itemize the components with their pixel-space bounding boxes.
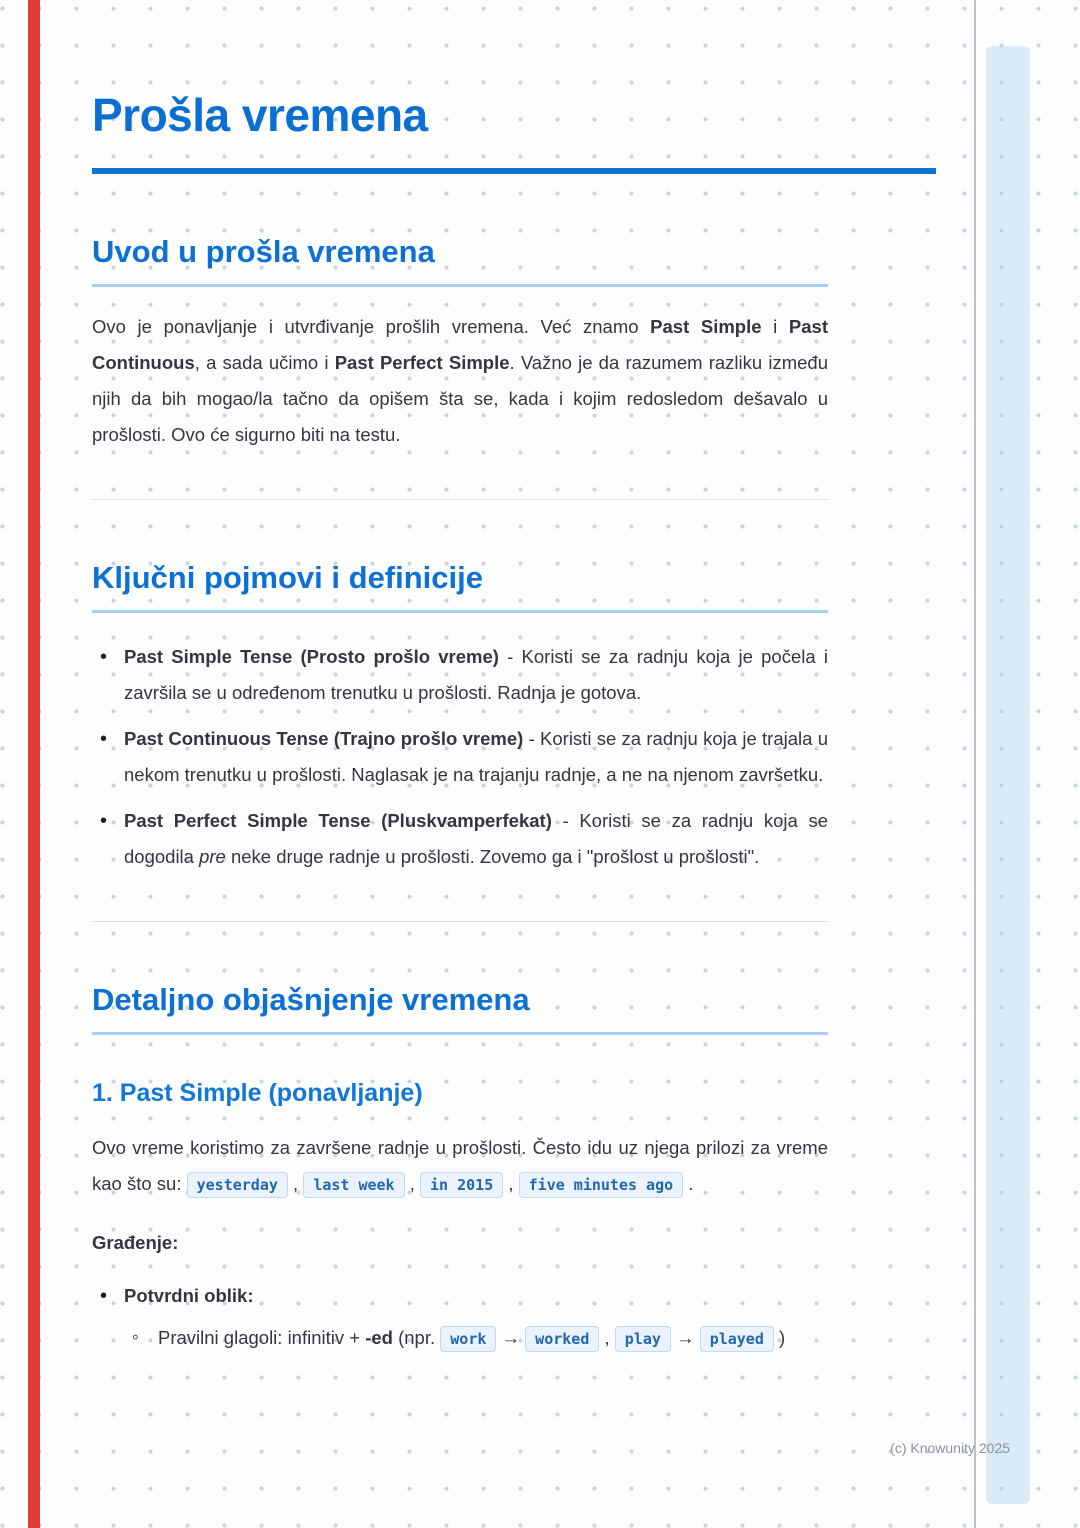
section-heading-key-terms: Ključni pojmovi i definicije — [92, 560, 828, 613]
section-divider — [92, 921, 828, 922]
section-intro — [92, 234, 936, 453]
page-content — [92, 88, 936, 1366]
section-heading-detailed: Detaljno objašnjenje vremena — [92, 982, 828, 1035]
title-underline — [92, 168, 936, 174]
footer-credit: (c) Knowunity 2025 — [890, 1440, 1010, 1456]
affirmative-label: Potvrdni oblik: — [124, 1285, 254, 1306]
right-margin-strip — [986, 46, 1030, 1504]
rule-text: Pravilni glagoli: infinitiv + -ed (npr. work → worked , play → played ) — [158, 1327, 785, 1348]
section-heading-intro: Uvod u prošla vremena — [92, 234, 828, 287]
building-list — [92, 1278, 828, 1356]
term-text: Past Perfect Simple Tense (Pluskvamperfekat) - Koristi se za radnju koja se dogodila pre neke druge radnje u prošlosti. Zovemo ga i "prošlost u prošlosti". — [124, 810, 828, 867]
section-detailed — [92, 982, 936, 1356]
intro-paragraph: Ovo je ponavljanje i utvrđivanje prošlih vremena. Već znamo Past Simple i Past Continuous, a sada učimo i Past Perfect Simple. Važno je da razumem razliku između njih da bih mogao/la tačno da opišem šta se, kada i kojim redosledom dešavalo u prošlosti. Ovo će sigurno biti na testu. — [92, 316, 829, 445]
key-terms-list — [92, 639, 828, 875]
building-label: Građenje: — [92, 1232, 179, 1253]
list-item — [92, 639, 828, 711]
page-title: Prošla vremena — [92, 89, 428, 141]
left-accent-bar — [28, 0, 40, 1528]
list-item — [92, 1278, 828, 1356]
section-divider — [92, 499, 828, 500]
section-key-terms — [92, 560, 936, 875]
list-item — [124, 1320, 804, 1356]
list-item — [92, 803, 828, 875]
term-text: Past Simple Tense (Prosto prošlo vreme) - Koristi se za radnju koja je počela i završila se u određenom trenutku u prošlosti. Radnja je gotova. — [124, 646, 828, 703]
term-text: Past Continuous Tense (Trajno prošlo vreme) - Koristi se za radnju koja je trajala u nekom trenutku u prošlosti. Naglasak je na trajanju radnje, a ne na njenom završetku. — [124, 728, 829, 785]
past-simple-paragraph: Ovo vreme koristimo za završene radnje u prošlosti. Često idu uz njega prilozi za vreme kao što su: yesterday , last week , in 2015 , five minutes ago . — [92, 1130, 828, 1202]
subsection-heading-past-simple: 1. Past Simple (ponavljanje) — [92, 1079, 423, 1107]
right-margin-rule — [974, 0, 976, 1528]
affirmative-sublist — [124, 1320, 804, 1356]
list-item — [92, 721, 828, 793]
